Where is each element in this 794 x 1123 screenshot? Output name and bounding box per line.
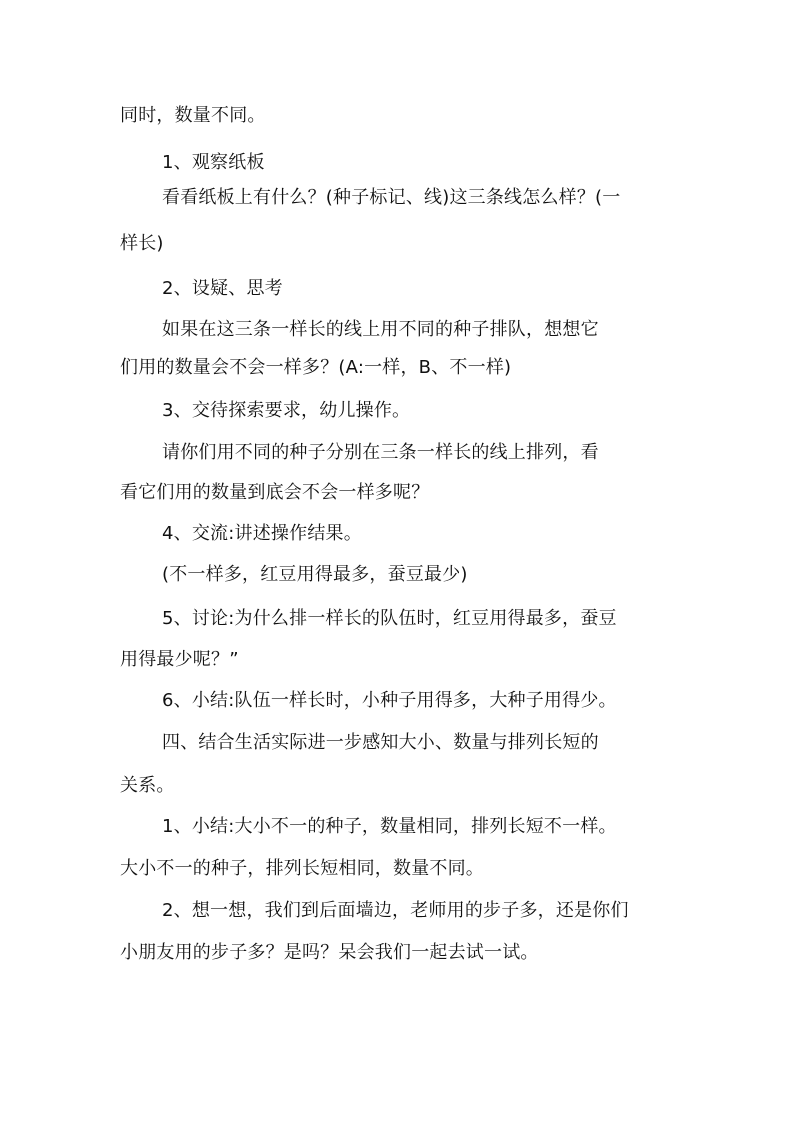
text-line-12: (不一样多，红豆用得最多，蚕豆最少) [162, 564, 468, 585]
text-line-5: 2、设疑、思考 [162, 278, 283, 299]
text-line-7: 们用的数量会不会一样多？(A:一样，B、不一样) [120, 357, 512, 378]
text-line-16: 四、结合生活实际进一步感知大小、数量与排列长短的 [162, 732, 599, 753]
text-line-9: 请你们用不同的种子分别在三条一样长的线上排列，看 [162, 442, 599, 463]
text-line-17: 关系。 [120, 775, 175, 796]
text-line-6: 如果在这三条一样长的线上用不同的种子排队，想想它 [162, 319, 599, 340]
text-line-13: 5、讨论:为什么排一样长的队伍时，红豆用得最多，蚕豆 [162, 608, 617, 629]
text-line-20: 2、想一想，我们到后面墙边，老师用的步子多，还是你们 [162, 900, 629, 921]
text-line-19: 大小不一的种子，排列长短相同，数量不同。 [120, 858, 484, 879]
text-line-21: 小朋友用的步子多？是吗？呆会我们一起去试一试。 [120, 942, 539, 963]
text-line-15: 6、小结:队伍一样长时，小种子用得多，大种子用得少。 [162, 690, 617, 711]
text-line-3: 看看纸板上有什么？(种子标记、线)这三条线怎么样？(一 [162, 187, 621, 208]
text-line-1: 同时，数量不同。 [120, 105, 266, 126]
text-line-10: 看它们用的数量到底会不会一样多呢？ [120, 482, 430, 503]
text-line-14: 用得最少呢？” [120, 649, 239, 670]
text-line-2: 1、观察纸板 [162, 152, 265, 173]
text-line-11: 4、交流:讲述操作结果。 [162, 523, 362, 544]
text-line-18: 1、小结:大小不一的种子，数量相同，排列长短不一样。 [162, 816, 617, 837]
text-line-4: 样长) [120, 233, 164, 254]
text-line-8: 3、交待探索要求，幼儿操作。 [162, 400, 411, 421]
